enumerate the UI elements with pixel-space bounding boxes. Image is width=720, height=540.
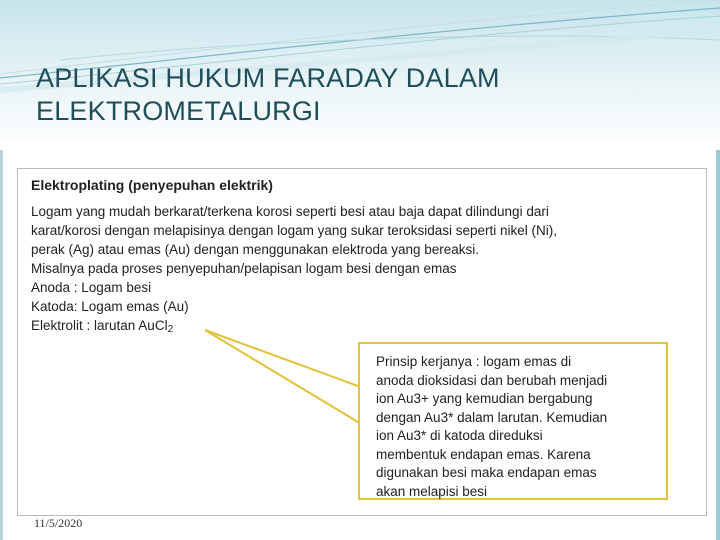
callout-box — [358, 342, 668, 500]
electrolyte-text: Elektrolit : larutan AuCl — [31, 318, 168, 333]
slide-title-line-2: ELEKTROMETALURGI — [36, 96, 321, 126]
paragraph-line: karat/korosi dengan melapisinya dengan logam yang sukar teroksidasi seperti nikel (Ni), — [31, 223, 558, 238]
electrolyte-line — [31, 316, 681, 339]
paragraph-line: perak (Ag) atau emas (Au) dengan menggunakan elektroda yang bereaksi. — [31, 242, 480, 257]
slide-date: 11/5/2020 — [34, 516, 83, 530]
paragraph-line: Misalnya pada proses penyepuhan/pelapisan logam besi dengan emas — [31, 261, 457, 276]
section-heading: Elektroplating (penyepuhan elektrik) — [31, 177, 273, 193]
cathode-line: Katoda: Logam emas (Au) — [31, 299, 189, 314]
electrolyte-subscript: 2 — [167, 324, 174, 335]
content-text — [31, 176, 681, 339]
anode-line: Anoda : Logam besi — [31, 280, 152, 295]
paragraph-line: Logam yang mudah berkarat/terkena korosi seperti besi atau baja dapat dilindungi dari — [31, 204, 549, 219]
callout-text: Prinsip kerjanya : logam emas di anoda dioksidasi dan berubah menjadi ion Au3+ yang kemudian bergabung dengan Au3* dalam larutan. Kemudian ion Au3* di katoda direduksi membentuk endapan emas. Karena digunakan besi maka endapan emas akan melapisi besi — [376, 354, 608, 499]
slide-title-line-1: APLIKASI HUKUM FARADAY DALAM — [36, 63, 500, 93]
